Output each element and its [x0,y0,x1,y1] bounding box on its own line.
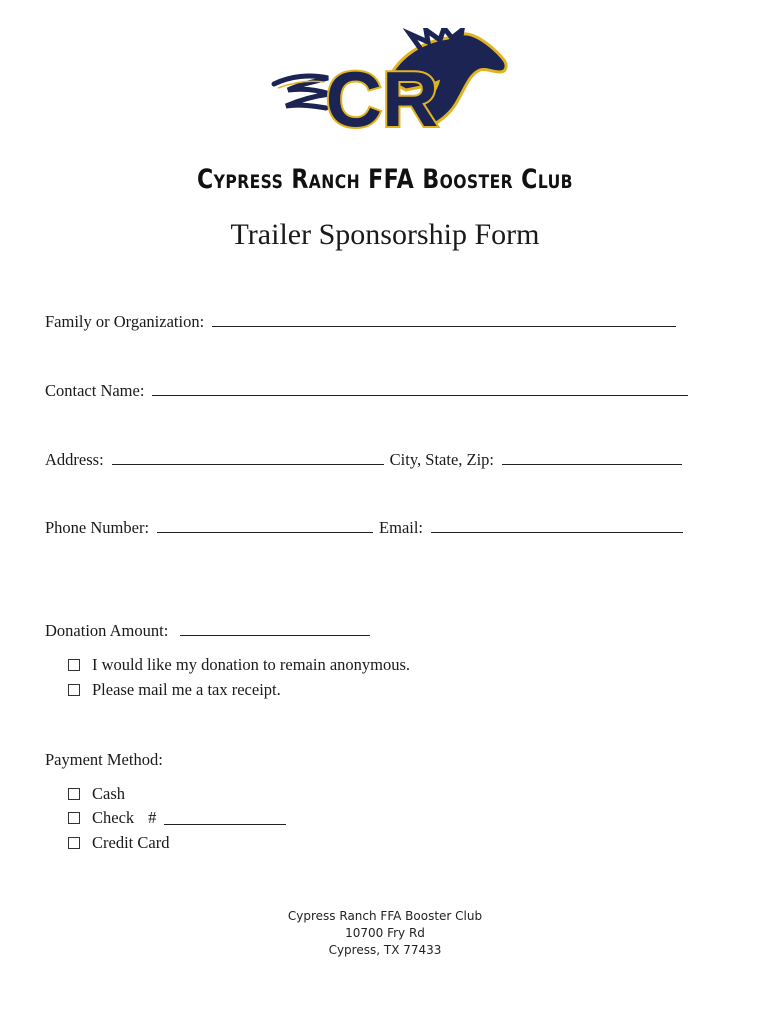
logo-text: CR [325,55,439,136]
donation-amount-label: Donation Amount: [45,621,169,640]
check-number-input[interactable] [164,812,286,825]
tax-receipt-option[interactable] [68,680,281,700]
contact-name-input[interactable] [152,381,688,396]
contact-name-field [45,381,694,401]
cash-checkbox[interactable] [68,788,80,800]
footer-street: 10700 Fry Rd [345,926,425,940]
tax-receipt-checkbox[interactable] [68,684,80,696]
email-input[interactable] [431,518,683,533]
address-input[interactable] [112,450,384,465]
payment-check-option[interactable] [68,808,292,828]
payment-cash-option[interactable] [68,784,125,804]
donation-amount-input[interactable] [180,621,370,636]
footer-city: Cypress, TX 77433 [328,943,442,957]
check-number-label: # [148,808,157,827]
address-row [45,450,688,470]
footer-club-name: Cypress Ranch FFA Booster Club [287,909,483,923]
payment-method-heading [45,750,163,770]
check-checkbox[interactable] [68,812,80,824]
credit-card-checkbox[interactable] [68,837,80,849]
family-organization-label: Family or Organization: [45,312,205,331]
donation-amount-field [45,621,376,641]
contact-name-label: Contact Name: [45,381,145,400]
anonymous-option-label: I would like my donation to remain anonymous. [92,655,411,674]
club-name-heading: Cypress Ranch FFA Booster Club [197,164,573,195]
anonymous-option[interactable] [68,655,410,675]
family-organization-input[interactable] [212,312,676,327]
phone-number-label: Phone Number: [45,518,150,537]
footer-address [0,908,770,959]
phone-number-input[interactable] [157,518,373,533]
payment-method-label: Payment Method: [45,750,163,769]
form-title: Trailer Sponsorship Form [230,218,540,251]
city-state-zip-label: City, State, Zip: [389,450,495,469]
city-state-zip-input[interactable] [502,450,682,465]
credit-card-label: Credit Card [92,833,170,852]
address-label: Address: [45,450,104,469]
family-organization-field [45,312,682,332]
email-label: Email: [379,518,424,537]
phone-email-row [45,518,689,538]
anonymous-checkbox[interactable] [68,659,80,671]
payment-credit-card-option[interactable] [68,833,169,853]
check-label: Check [92,808,135,827]
tax-receipt-option-label: Please mail me a tax receipt. [92,680,281,699]
cash-label: Cash [92,784,125,803]
cr-mustang-logo [270,28,510,136]
